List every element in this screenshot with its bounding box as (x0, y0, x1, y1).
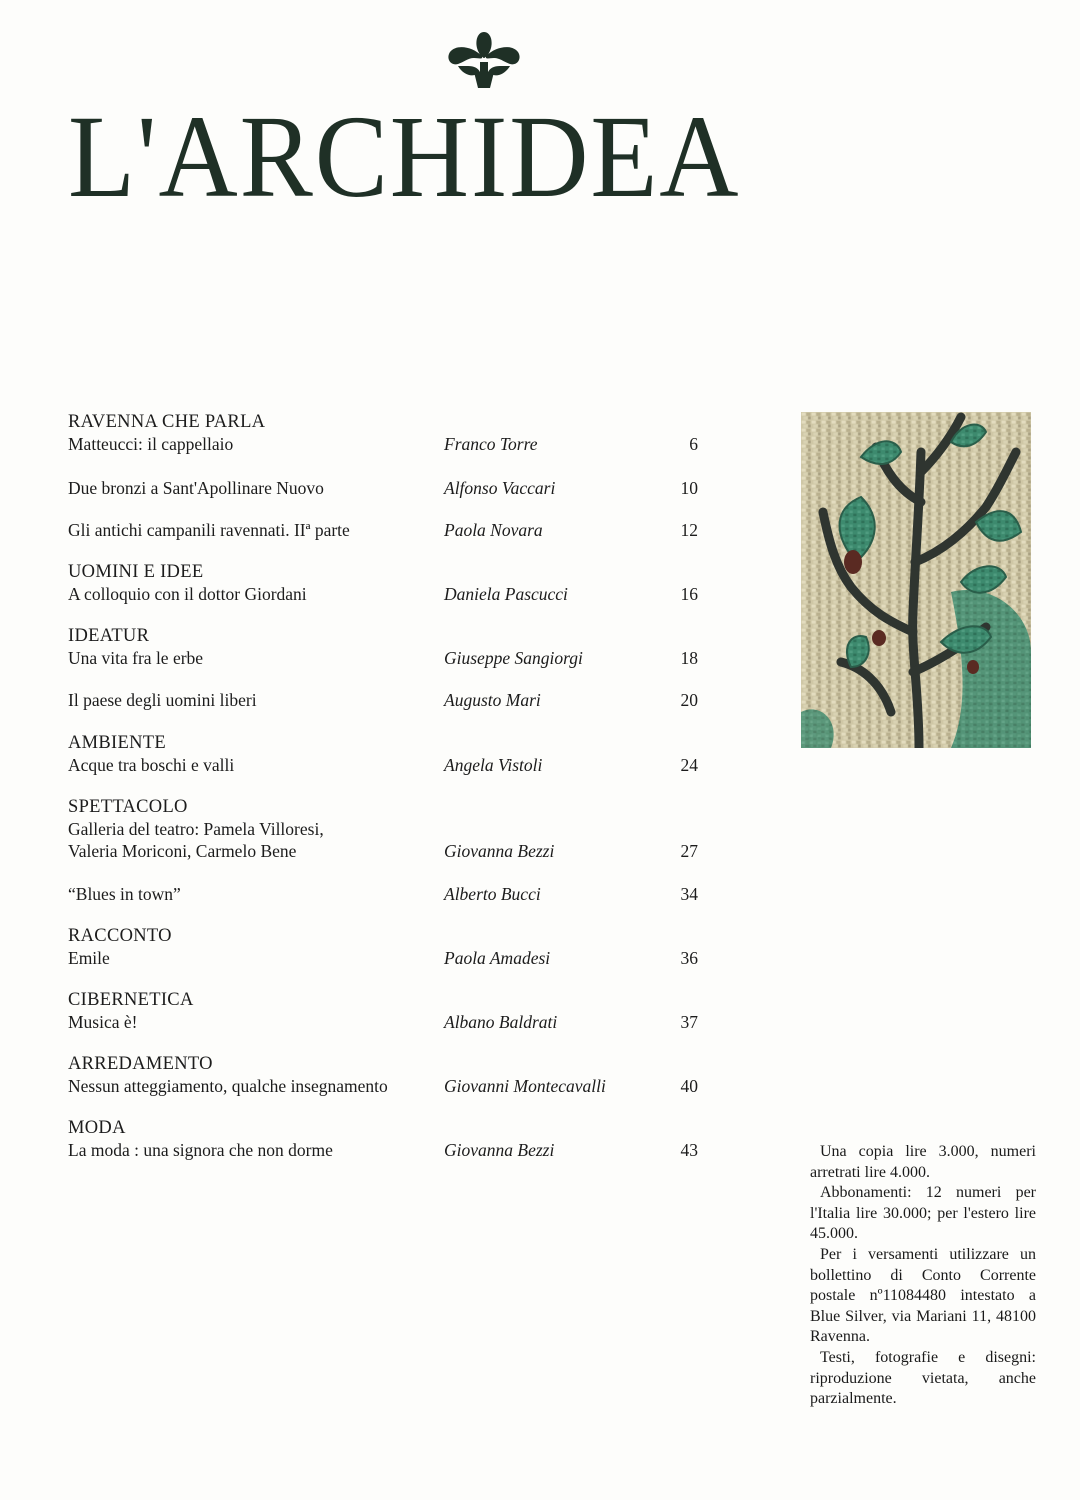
article-author: Albano Baldrati (444, 1012, 558, 1032)
article-author: Alfonso Vaccari (444, 478, 556, 498)
article-author: Giovanna Bezzi (444, 1140, 555, 1160)
page-number: 40 (680, 1076, 698, 1096)
magazine-logo: L'ARCHIDEA (68, 91, 741, 222)
colophon (810, 1142, 1036, 1410)
article-title: Il paese degli uomini liberi (68, 690, 257, 710)
article-author: Franco Torre (444, 434, 538, 454)
article-title: La moda : una signora che non dorme (68, 1140, 333, 1160)
article-author: Giovanna Bezzi (444, 841, 555, 861)
page-number: 34 (680, 884, 698, 904)
mosaic-image (801, 412, 1031, 748)
article-title: Due bronzi a Sant'Apollinare Nuovo (68, 478, 324, 498)
colophon-paragraph: Per i versamenti utilizzare un bollettino di Conto Corrente postale nº11084480 intestato a Blue Silver, via Mariani 11, 48100 Ravenna. (810, 1245, 1036, 1346)
article-author: Paola Novara (444, 520, 543, 540)
page-number: 6 (689, 434, 698, 454)
article-title: Musica è! (68, 1012, 138, 1032)
article-author: Angela Vistoli (444, 755, 543, 775)
page-number: 20 (680, 690, 698, 710)
mosaic-plant-icon (801, 412, 1031, 748)
article-title: Galleria del teatro: Pamela Villoresi, (68, 819, 324, 839)
page-number: 24 (680, 755, 698, 775)
article-author: Daniela Pascucci (444, 584, 568, 604)
page-number: 27 (680, 841, 698, 861)
article-author: Giovanni Montecavalli (444, 1076, 606, 1096)
page-number: 36 (680, 948, 698, 968)
article-title: Valeria Moriconi, Carmelo Bene (68, 841, 297, 861)
section-heading: MODA (68, 1118, 126, 1138)
section-heading: CIBERNETICA (68, 990, 194, 1010)
colophon-paragraph: Testi, fotografie e disegni: riproduzione vietata, anche parzialmente. (810, 1348, 1036, 1408)
article-author: Paola Amadesi (444, 948, 551, 968)
article-author: Alberto Bucci (444, 884, 541, 904)
article-title: Una vita fra le erbe (68, 648, 204, 668)
section-heading: SPETTACOLO (68, 797, 188, 817)
page-number: 18 (680, 648, 698, 668)
page-number: 37 (680, 1012, 698, 1032)
article-title: A colloquio con il dottor Giordani (68, 584, 307, 604)
section-heading: ARREDAMENTO (68, 1054, 213, 1074)
article-author: Giuseppe Sangiorgi (444, 648, 583, 668)
section-heading: UOMINI E IDEE (68, 562, 204, 582)
colophon-paragraph: Una copia lire 3.000, numeri arretrati lire 4.000. (810, 1143, 1036, 1181)
article-title: Matteucci: il cappellaio (68, 434, 234, 454)
section-heading: IDEATUR (68, 626, 150, 646)
article-title: Gli antichi campanili ravennati. IIª parte (68, 520, 350, 540)
colophon-paragraph: Abbonamenti: 12 numeri per l'Italia lire 30.000; per l'estero lire 45.000. (810, 1184, 1036, 1243)
article-title: Nessun atteggiamento, qualche insegnamento (68, 1076, 388, 1096)
article-title: Emile (68, 948, 110, 968)
section-heading: RACCONTO (68, 926, 172, 946)
page-number: 16 (680, 584, 698, 604)
page-number: 12 (680, 520, 698, 540)
article-author: Augusto Mari (444, 690, 541, 710)
section-heading: RAVENNA CHE PARLA (68, 412, 266, 432)
article-title: “Blues in town” (68, 884, 181, 904)
article-title: Acque tra boschi e valli (68, 755, 235, 775)
section-heading: AMBIENTE (68, 733, 166, 753)
page-number: 43 (680, 1140, 698, 1160)
page-number: 10 (680, 478, 698, 498)
